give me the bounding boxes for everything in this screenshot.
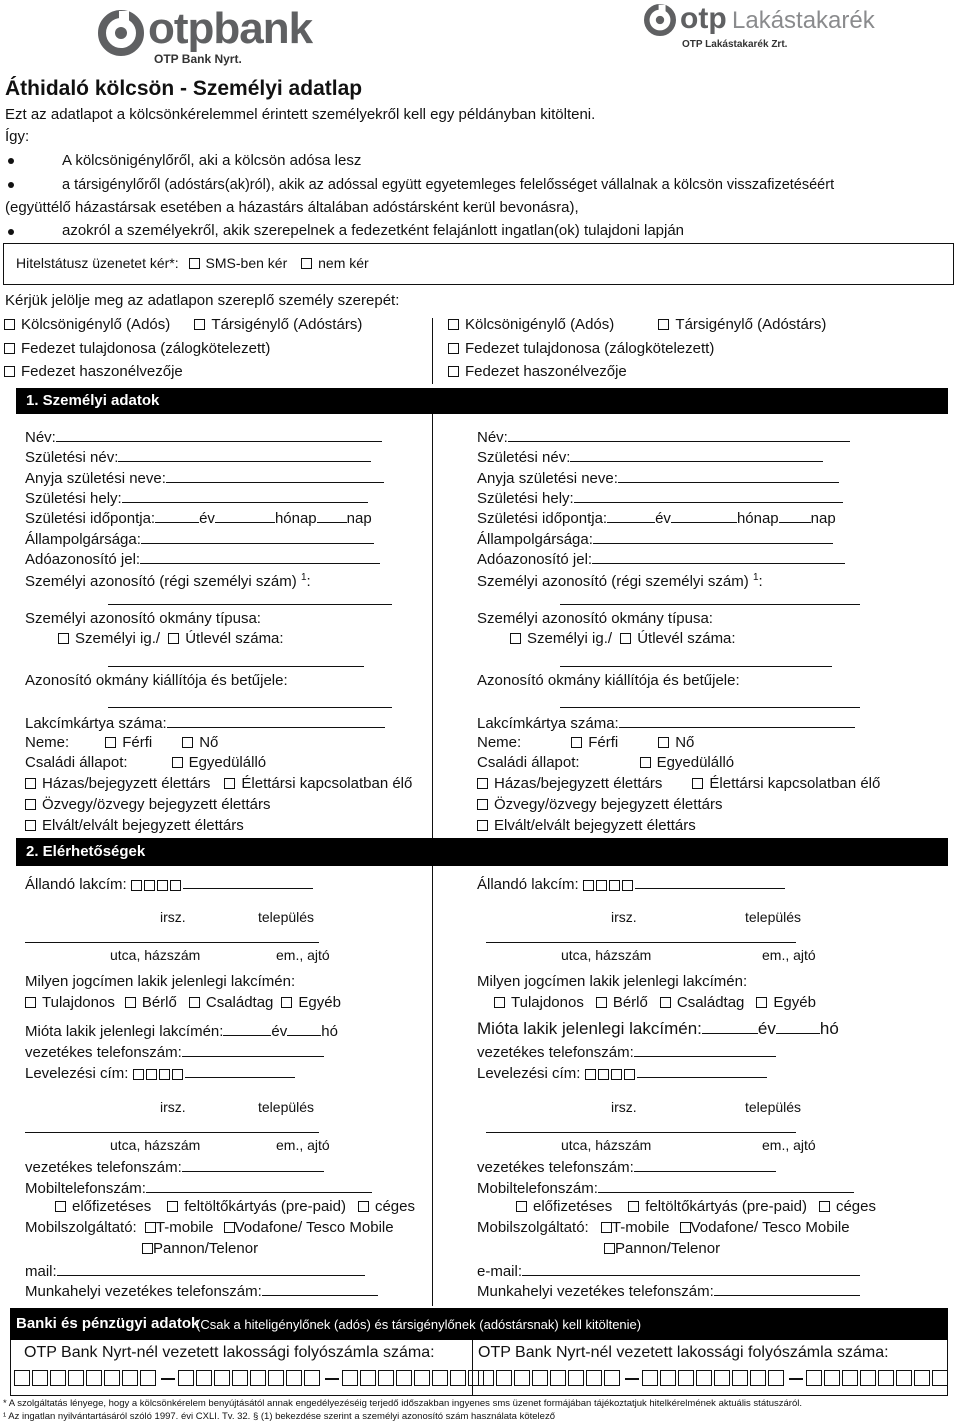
role-coborrower-checkbox-left[interactable]: [194, 319, 205, 330]
role-row-right-1: [448, 316, 826, 334]
year-label: év: [271, 1023, 288, 1040]
role-row-left-3: [4, 363, 183, 381]
tenant-label: Bérlő: [612, 994, 648, 1011]
personal-id-input[interactable]: [108, 604, 392, 605]
company-label: céges: [835, 1198, 876, 1215]
residence-since-label: Mióta lakik jelenlegi lakcímén:: [477, 1019, 702, 1038]
mother-name-input[interactable]: [166, 468, 384, 483]
otp-swirl-icon: [98, 10, 144, 56]
prepaid-label: feltöltőkártyás (pre-paid): [645, 1198, 807, 1215]
gender-label: Neme:: [25, 734, 70, 751]
birth-place-input[interactable]: [574, 488, 843, 503]
male-checkbox[interactable]: [571, 737, 582, 748]
birth-name-input[interactable]: [570, 447, 823, 462]
role-usufruct-checkbox-left[interactable]: [4, 366, 15, 377]
zip-box-icon[interactable]: [596, 880, 607, 891]
zip-caption: irsz.: [611, 1099, 637, 1115]
month-label: hó: [321, 1023, 338, 1040]
zip-box-icon[interactable]: [172, 1069, 183, 1080]
name-label: Név:: [25, 429, 56, 446]
role-borrower-label: Kölcsönigénylő (Adós): [21, 316, 171, 333]
role-row-left-1: [4, 316, 362, 334]
partnership-checkbox[interactable]: [692, 778, 703, 789]
intro-line-1: Ezt az adatlapot a kölcsönkérelemmel érintett személyekről kell egy példányban kitölteni.: [5, 106, 596, 123]
column-divider: [432, 414, 433, 838]
lakastakarek-subtitle: OTP Lakástakarék Zrt.: [682, 39, 788, 50]
work-phone-input[interactable]: [262, 1281, 378, 1296]
gender-label: Neme:: [477, 734, 522, 751]
street-caption: utca, házszám: [561, 947, 652, 963]
male-label: Férfi: [588, 734, 619, 751]
mailing-address-label: Levelezési cím:: [25, 1065, 129, 1082]
owner-checkbox[interactable]: [25, 997, 36, 1008]
pannon-checkbox[interactable]: [604, 1243, 615, 1254]
floor-caption: em., ajtó: [762, 1137, 816, 1153]
mother-name-label: Anyja születési neve:: [477, 470, 618, 487]
other-label: Egyéb: [298, 994, 341, 1011]
mailing-address-label: Levelezési cím:: [477, 1065, 581, 1082]
company-checkbox[interactable]: [358, 1201, 369, 1212]
subscription-checkbox[interactable]: [55, 1201, 66, 1212]
landline-label: vezetékes telefonszám:: [477, 1044, 634, 1061]
female-checkbox[interactable]: [182, 737, 193, 748]
work-phone-label: Munkahelyi vezetékes telefonszám:: [477, 1283, 714, 1300]
mailing-landline-input[interactable]: [182, 1157, 324, 1172]
role-row-right-2: [448, 340, 714, 358]
tmobile-checkbox[interactable]: [601, 1222, 612, 1233]
city-caption: település: [745, 1099, 802, 1115]
residence-year-input[interactable]: [702, 1019, 758, 1034]
tmobile-checkbox[interactable]: [145, 1222, 156, 1233]
partnership-checkbox[interactable]: [224, 778, 235, 789]
birth-month-input[interactable]: [671, 508, 737, 523]
floor-caption: em., ajtó: [762, 947, 816, 963]
tmobile-label: T-mobile: [611, 1219, 670, 1236]
passport-checkbox[interactable]: [168, 633, 179, 644]
intro-bullet-3: azokról a személyekről, akik szerepelnek a fedezetként felajánlott ingatlan(ok) tulajdoni lapján: [62, 222, 685, 239]
name-label: Név:: [477, 429, 508, 446]
street-caption: utca, házszám: [110, 947, 201, 963]
sms-checkbox[interactable]: [189, 258, 200, 269]
address-card-input[interactable]: [619, 713, 855, 728]
role-borrower-checkbox-right[interactable]: [448, 319, 459, 330]
tax-id-label: Adóazonosító jel:: [477, 551, 593, 568]
month-label: hónap: [274, 510, 317, 527]
female-label: Nő: [675, 734, 695, 751]
birth-month-input[interactable]: [215, 508, 275, 523]
footnote-1: * A szolgáltatás lényege, hogy a kölcsönkérelem benyújtásától annak engedélyezéséig terjedő időszakban ingyenes sms üzenet formájában tájékoztatjuk hitelkérelmének aktuális státuszáról.: [3, 1398, 803, 1409]
bullet-icon: [8, 182, 14, 188]
provider-label: Mobilszolgáltató:: [477, 1219, 589, 1236]
street-caption: utca, házszám: [561, 1137, 652, 1153]
role-coborrower-checkbox-right[interactable]: [658, 319, 669, 330]
vodafone-checkbox[interactable]: [680, 1222, 691, 1233]
bank-account-input-left[interactable]: [14, 1370, 486, 1389]
tenant-label: Bérlő: [141, 994, 177, 1011]
bank-section-header: [10, 1308, 948, 1340]
widowed-label: Özvegy/özvegy bejegyzett élettárs: [42, 796, 271, 813]
mailing-landline-input[interactable]: [634, 1157, 776, 1172]
birth-place-input[interactable]: [122, 488, 368, 503]
street-input[interactable]: [25, 942, 319, 943]
role-coborrower-label: Társigénylő (Adóstárs): [211, 316, 363, 333]
landline-label: vezetékes telefonszám:: [477, 1159, 634, 1176]
lakastakarek-wordmark: Lakástakarék: [732, 7, 875, 34]
id-issuer-input[interactable]: [560, 707, 860, 708]
partnership-label: Élettársi kapcsolatban élő: [709, 775, 881, 792]
birth-day-input[interactable]: [317, 508, 347, 523]
intro-bullet-2-cont: (együttélő házastársak esetében a házastárs általában adóstársként kerül bevonásra),: [5, 199, 579, 216]
mobile-label: Mobiltelefonszám:: [25, 1180, 146, 1197]
widowed-checkbox[interactable]: [477, 799, 488, 810]
address-card-label: Lakcímkártya száma:: [477, 715, 619, 732]
marital-status-label: Családi állapot:: [25, 754, 128, 771]
birth-day-input[interactable]: [779, 508, 811, 523]
family-member-label: Családtag: [676, 994, 745, 1011]
single-checkbox[interactable]: [640, 757, 651, 768]
id-card-checkbox[interactable]: [58, 633, 69, 644]
intro-bullet-2: a társigénylőről (adóstárs(ak)ról), akik az adóssal együtt egyetemleges felelősséget vállalnak a kölcsön visszafizetéséért: [62, 177, 835, 193]
residence-since-label: Mióta lakik jelenlegi lakcímén:: [25, 1023, 224, 1040]
year-label: év: [199, 510, 215, 527]
landline-label: vezetékes telefonszám:: [25, 1159, 182, 1176]
female-label: Nő: [199, 734, 219, 751]
birth-date-label: Születési időpontja:: [25, 510, 156, 527]
address-card-label: Lakcímkártya száma:: [25, 715, 167, 732]
month-label: hónap: [736, 510, 779, 527]
column-divider: [432, 318, 433, 384]
married-label: Házas/bejegyzett élettárs: [494, 775, 663, 792]
sms-status-row: [16, 254, 369, 272]
birth-place-label: Születési hely:: [25, 490, 122, 507]
permanent-address-label: Állandó lakcím:: [477, 876, 579, 893]
otp-lakastakarek-logo: [644, 2, 904, 54]
id-doc-type-label: Személyi azonosító okmány típusa:: [477, 610, 713, 627]
divorced-checkbox[interactable]: [477, 820, 488, 831]
role-borrower-label: Kölcsönigénylő (Adós): [465, 316, 615, 333]
residence-title-label: Milyen jogcímen lakik jelenlegi lakcímén:: [25, 973, 296, 990]
pannon-label: Pannon/Telenor: [615, 1240, 721, 1257]
bank-account-label-right: OTP Bank Nyrt-nél vezetett lakossági folyószámla száma:: [478, 1344, 889, 1361]
pannon-label: Pannon/Telenor: [153, 1240, 259, 1257]
month-label: hó: [819, 1019, 839, 1038]
footnote-ref: 1: [300, 572, 307, 583]
birth-year-input[interactable]: [155, 508, 199, 523]
email-label: e-mail:: [477, 1263, 523, 1280]
zip-caption: irsz.: [160, 909, 186, 925]
bank-account-input-right[interactable]: [478, 1370, 950, 1389]
landline-input[interactable]: [182, 1042, 324, 1057]
passport-label: Útlevél száma:: [637, 630, 736, 647]
year-label: év: [757, 1019, 776, 1038]
id-issuer-input[interactable]: [108, 707, 392, 708]
permanent-address-label: Állandó lakcím:: [25, 876, 127, 893]
day-label: nap: [810, 510, 836, 527]
role-usufruct-label: Fedezet haszonélvezője: [465, 363, 627, 380]
single-label: Egyedülálló: [188, 754, 267, 771]
id-issuer-label: Azonosító okmány kiállítója és betűjele:: [25, 672, 288, 689]
zip-box-icon[interactable]: [585, 1069, 596, 1080]
section-2-header: 2. Elérhetőségek: [16, 838, 948, 866]
email-input[interactable]: [522, 1261, 860, 1276]
id-card-checkbox[interactable]: [510, 633, 521, 644]
bank-header-title: Banki és pénzügyi adatok: [16, 1315, 200, 1332]
company-label: céges: [374, 1198, 415, 1215]
birth-name-label: Születési név:: [477, 449, 571, 466]
role-usufruct-label: Fedezet haszonélvezője: [21, 363, 183, 380]
tenant-checkbox[interactable]: [596, 997, 607, 1008]
prepaid-checkbox[interactable]: [628, 1201, 639, 1212]
zip-box-icon[interactable]: [146, 1069, 157, 1080]
city-caption: település: [258, 909, 315, 925]
tax-id-label: Adóazonosító jel:: [25, 551, 141, 568]
residence-year-input[interactable]: [223, 1021, 271, 1036]
residence-month-input[interactable]: [287, 1021, 321, 1036]
role-usufruct-checkbox-right[interactable]: [448, 366, 459, 377]
birth-name-input[interactable]: [118, 447, 371, 462]
mailing-address-input[interactable]: [637, 1063, 767, 1078]
role-owner-label: Fedezet tulajdonosa (zálogkötelezett): [465, 340, 715, 357]
prepaid-checkbox[interactable]: [167, 1201, 178, 1212]
bank-header-note: (Csak a hiteligénylőnek (adós) és társigénylőnek (adóstársnak) kell kitöltenie): [196, 1317, 642, 1332]
widowed-label: Özvegy/özvegy bejegyzett élettárs: [494, 796, 723, 813]
mobile-input[interactable]: [598, 1178, 854, 1193]
company-checkbox[interactable]: [819, 1201, 830, 1212]
birth-name-label: Születési név:: [25, 449, 119, 466]
landline-input[interactable]: [634, 1042, 776, 1057]
role-owner-checkbox-right[interactable]: [448, 343, 459, 354]
zip-box-icon[interactable]: [159, 1069, 170, 1080]
tmobile-label: T-mobile: [155, 1219, 214, 1236]
role-row-right-3: [448, 363, 627, 381]
personal-id-label: Személyi azonosító (régi személyi szám): [25, 573, 297, 590]
floor-caption: em., ajtó: [276, 947, 330, 963]
day-label: nap: [346, 510, 372, 527]
birth-date-label: Születési időpontja:: [477, 510, 608, 527]
otpbank-subtitle: OTP Bank Nyrt.: [154, 52, 242, 66]
pannon-checkbox[interactable]: [142, 1243, 153, 1254]
footnote-2: ¹ Az ingatlan nyilvántartásáról szóló 1997. évi CXLI. Tv. 32. § (1) bekezdése szerint a személyi azonosító szám használata kötelező: [3, 1411, 555, 1422]
other-label: Egyéb: [773, 994, 816, 1011]
subscription-label: előfizetéses: [72, 1198, 152, 1215]
passport-checkbox[interactable]: [620, 633, 631, 644]
divorced-checkbox[interactable]: [25, 820, 36, 831]
sms-status-label: Hitelstátusz üzenetet kér*:: [16, 255, 179, 271]
id-card-label: Személyi ig./: [527, 630, 613, 647]
city-caption: település: [745, 909, 802, 925]
vodafone-label: Vodafone/ Tesco Mobile: [234, 1219, 394, 1236]
married-checkbox[interactable]: [477, 778, 488, 789]
tax-id-input[interactable]: [592, 549, 845, 564]
zip-box-icon[interactable]: [598, 1069, 609, 1080]
family-member-checkbox[interactable]: [189, 997, 200, 1008]
otpbank-wordmark: otpbank: [148, 4, 313, 53]
id-doc-number-input[interactable]: [108, 666, 364, 667]
intro-line-2: Így:: [5, 128, 30, 145]
mailing-address-input[interactable]: [185, 1063, 295, 1078]
no-sms-option-label: nem kér: [318, 255, 369, 271]
female-checkbox[interactable]: [658, 737, 669, 748]
footnote-ref: 1: [752, 572, 759, 583]
subscription-checkbox[interactable]: [516, 1201, 527, 1212]
role-row-left-2: [4, 340, 270, 358]
residence-title-label: Milyen jogcímen lakik jelenlegi lakcímén:: [477, 973, 748, 990]
id-issuer-label: Azonosító okmány kiállítója és betűjele:: [477, 672, 740, 689]
widowed-checkbox[interactable]: [25, 799, 36, 810]
column-divider: [432, 866, 433, 1306]
mobile-label: Mobiltelefonszám:: [477, 1180, 598, 1197]
married-label: Házas/bejegyzett élettárs: [42, 775, 211, 792]
marital-status-label: Családi állapot:: [477, 754, 580, 771]
mailing-street-input[interactable]: [25, 1132, 319, 1133]
street-caption: utca, házszám: [110, 1137, 201, 1153]
partnership-label: Élettársi kapcsolatban élő: [241, 775, 413, 792]
single-checkbox[interactable]: [172, 757, 183, 768]
tenant-checkbox[interactable]: [125, 997, 136, 1008]
owner-label: Tulajdonos: [511, 994, 584, 1011]
bank-account-label-left: OTP Bank Nyrt-nél vezetett lakossági folyószámla száma:: [24, 1344, 435, 1361]
intro-bullet-1: A kölcsönigénylőről, aki a kölcsön adósa lesz: [62, 152, 362, 169]
zip-box-icon[interactable]: [611, 1069, 622, 1080]
mailing-street-input[interactable]: [486, 1132, 796, 1133]
street-input[interactable]: [486, 942, 796, 943]
email-input[interactable]: [57, 1261, 365, 1276]
birth-year-input[interactable]: [607, 508, 655, 523]
divorced-label: Elvált/elvált bejegyzett élettárs: [42, 817, 244, 834]
bullet-icon: [8, 158, 14, 164]
work-phone-input[interactable]: [714, 1281, 860, 1296]
id-doc-number-input[interactable]: [560, 666, 832, 667]
role-owner-label: Fedezet tulajdonosa (zálogkötelezett): [21, 340, 271, 357]
zip-box-icon[interactable]: [131, 880, 142, 891]
bullet-icon: [8, 229, 14, 235]
owner-checkbox[interactable]: [494, 997, 505, 1008]
male-checkbox[interactable]: [105, 737, 116, 748]
other-checkbox[interactable]: [756, 997, 767, 1008]
other-checkbox[interactable]: [281, 997, 292, 1008]
address-card-input[interactable]: [167, 713, 385, 728]
permanent-address-input[interactable]: [183, 874, 313, 889]
personal-id-input[interactable]: [560, 604, 860, 605]
otpbank-logo: [98, 4, 313, 66]
role-borrower-checkbox-left[interactable]: [4, 319, 15, 330]
page-title: Áthidaló kölcsön - Személyi adatlap: [5, 77, 363, 100]
family-member-label: Családtag: [205, 994, 274, 1011]
provider-label: Mobilszolgáltató:: [25, 1219, 137, 1236]
name-input[interactable]: [508, 427, 850, 442]
section-1-header: 1. Személyi adatok: [16, 388, 948, 414]
zip-box-icon[interactable]: [622, 880, 633, 891]
citizenship-input[interactable]: [141, 529, 374, 544]
prepaid-label: feltöltőkártyás (pre-paid): [184, 1198, 346, 1215]
zip-box-icon[interactable]: [583, 880, 594, 891]
citizenship-input[interactable]: [593, 529, 833, 544]
id-doc-type-label: Személyi azonosító okmány típusa:: [25, 610, 261, 627]
landline-label: vezetékes telefonszám:: [25, 1044, 182, 1061]
zip-box-icon[interactable]: [133, 1069, 144, 1080]
mother-name-label: Anyja születési neve:: [25, 470, 166, 487]
sms-status-box: [3, 243, 954, 285]
birth-place-label: Születési hely:: [477, 490, 574, 507]
zip-caption: irsz.: [611, 909, 637, 925]
permanent-address-input[interactable]: [635, 874, 785, 889]
zip-box-icon[interactable]: [144, 880, 155, 891]
married-checkbox[interactable]: [25, 778, 36, 789]
male-label: Férfi: [122, 734, 153, 751]
zip-box-icon[interactable]: [157, 880, 168, 891]
personal-id-label: Személyi azonosító (régi személyi szám): [477, 573, 749, 590]
email-label: mail:: [25, 1263, 57, 1280]
role-owner-checkbox-left[interactable]: [4, 343, 15, 354]
mobile-input[interactable]: [146, 1178, 372, 1193]
tax-id-input[interactable]: [140, 549, 380, 564]
vodafone-label: Vodafone/ Tesco Mobile: [690, 1219, 850, 1236]
role-prompt: Kérjük jelölje meg az adatlapon szereplő személy szerepét:: [5, 292, 400, 309]
zip-box-icon[interactable]: [609, 880, 620, 891]
floor-caption: em., ajtó: [276, 1137, 330, 1153]
citizenship-label: Állampolgársága:: [25, 531, 141, 548]
name-input[interactable]: [56, 427, 382, 442]
otp-swirl-icon: [644, 4, 676, 36]
otp-wordmark: otp: [680, 2, 727, 35]
no-sms-checkbox[interactable]: [301, 258, 312, 269]
residence-month-input[interactable]: [776, 1019, 820, 1034]
zip-caption: irsz.: [160, 1099, 186, 1115]
single-label: Egyedülálló: [656, 754, 735, 771]
role-coborrower-label: Társigénylő (Adóstárs): [675, 316, 827, 333]
year-label: év: [655, 510, 671, 527]
family-member-checkbox[interactable]: [660, 997, 671, 1008]
id-card-label: Személyi ig./: [75, 630, 161, 647]
divorced-label: Elvált/elvált bejegyzett élettárs: [494, 817, 696, 834]
owner-label: Tulajdonos: [42, 994, 115, 1011]
mother-name-input[interactable]: [618, 468, 839, 483]
zip-box-icon[interactable]: [170, 880, 181, 891]
citizenship-label: Állampolgársága:: [477, 531, 593, 548]
work-phone-label: Munkahelyi vezetékes telefonszám:: [25, 1283, 262, 1300]
subscription-label: előfizetéses: [533, 1198, 613, 1215]
vodafone-checkbox[interactable]: [224, 1222, 235, 1233]
zip-box-icon[interactable]: [624, 1069, 635, 1080]
passport-label: Útlevél száma:: [185, 630, 284, 647]
sms-option-label: SMS-ben kér: [205, 255, 288, 271]
city-caption: település: [258, 1099, 315, 1115]
